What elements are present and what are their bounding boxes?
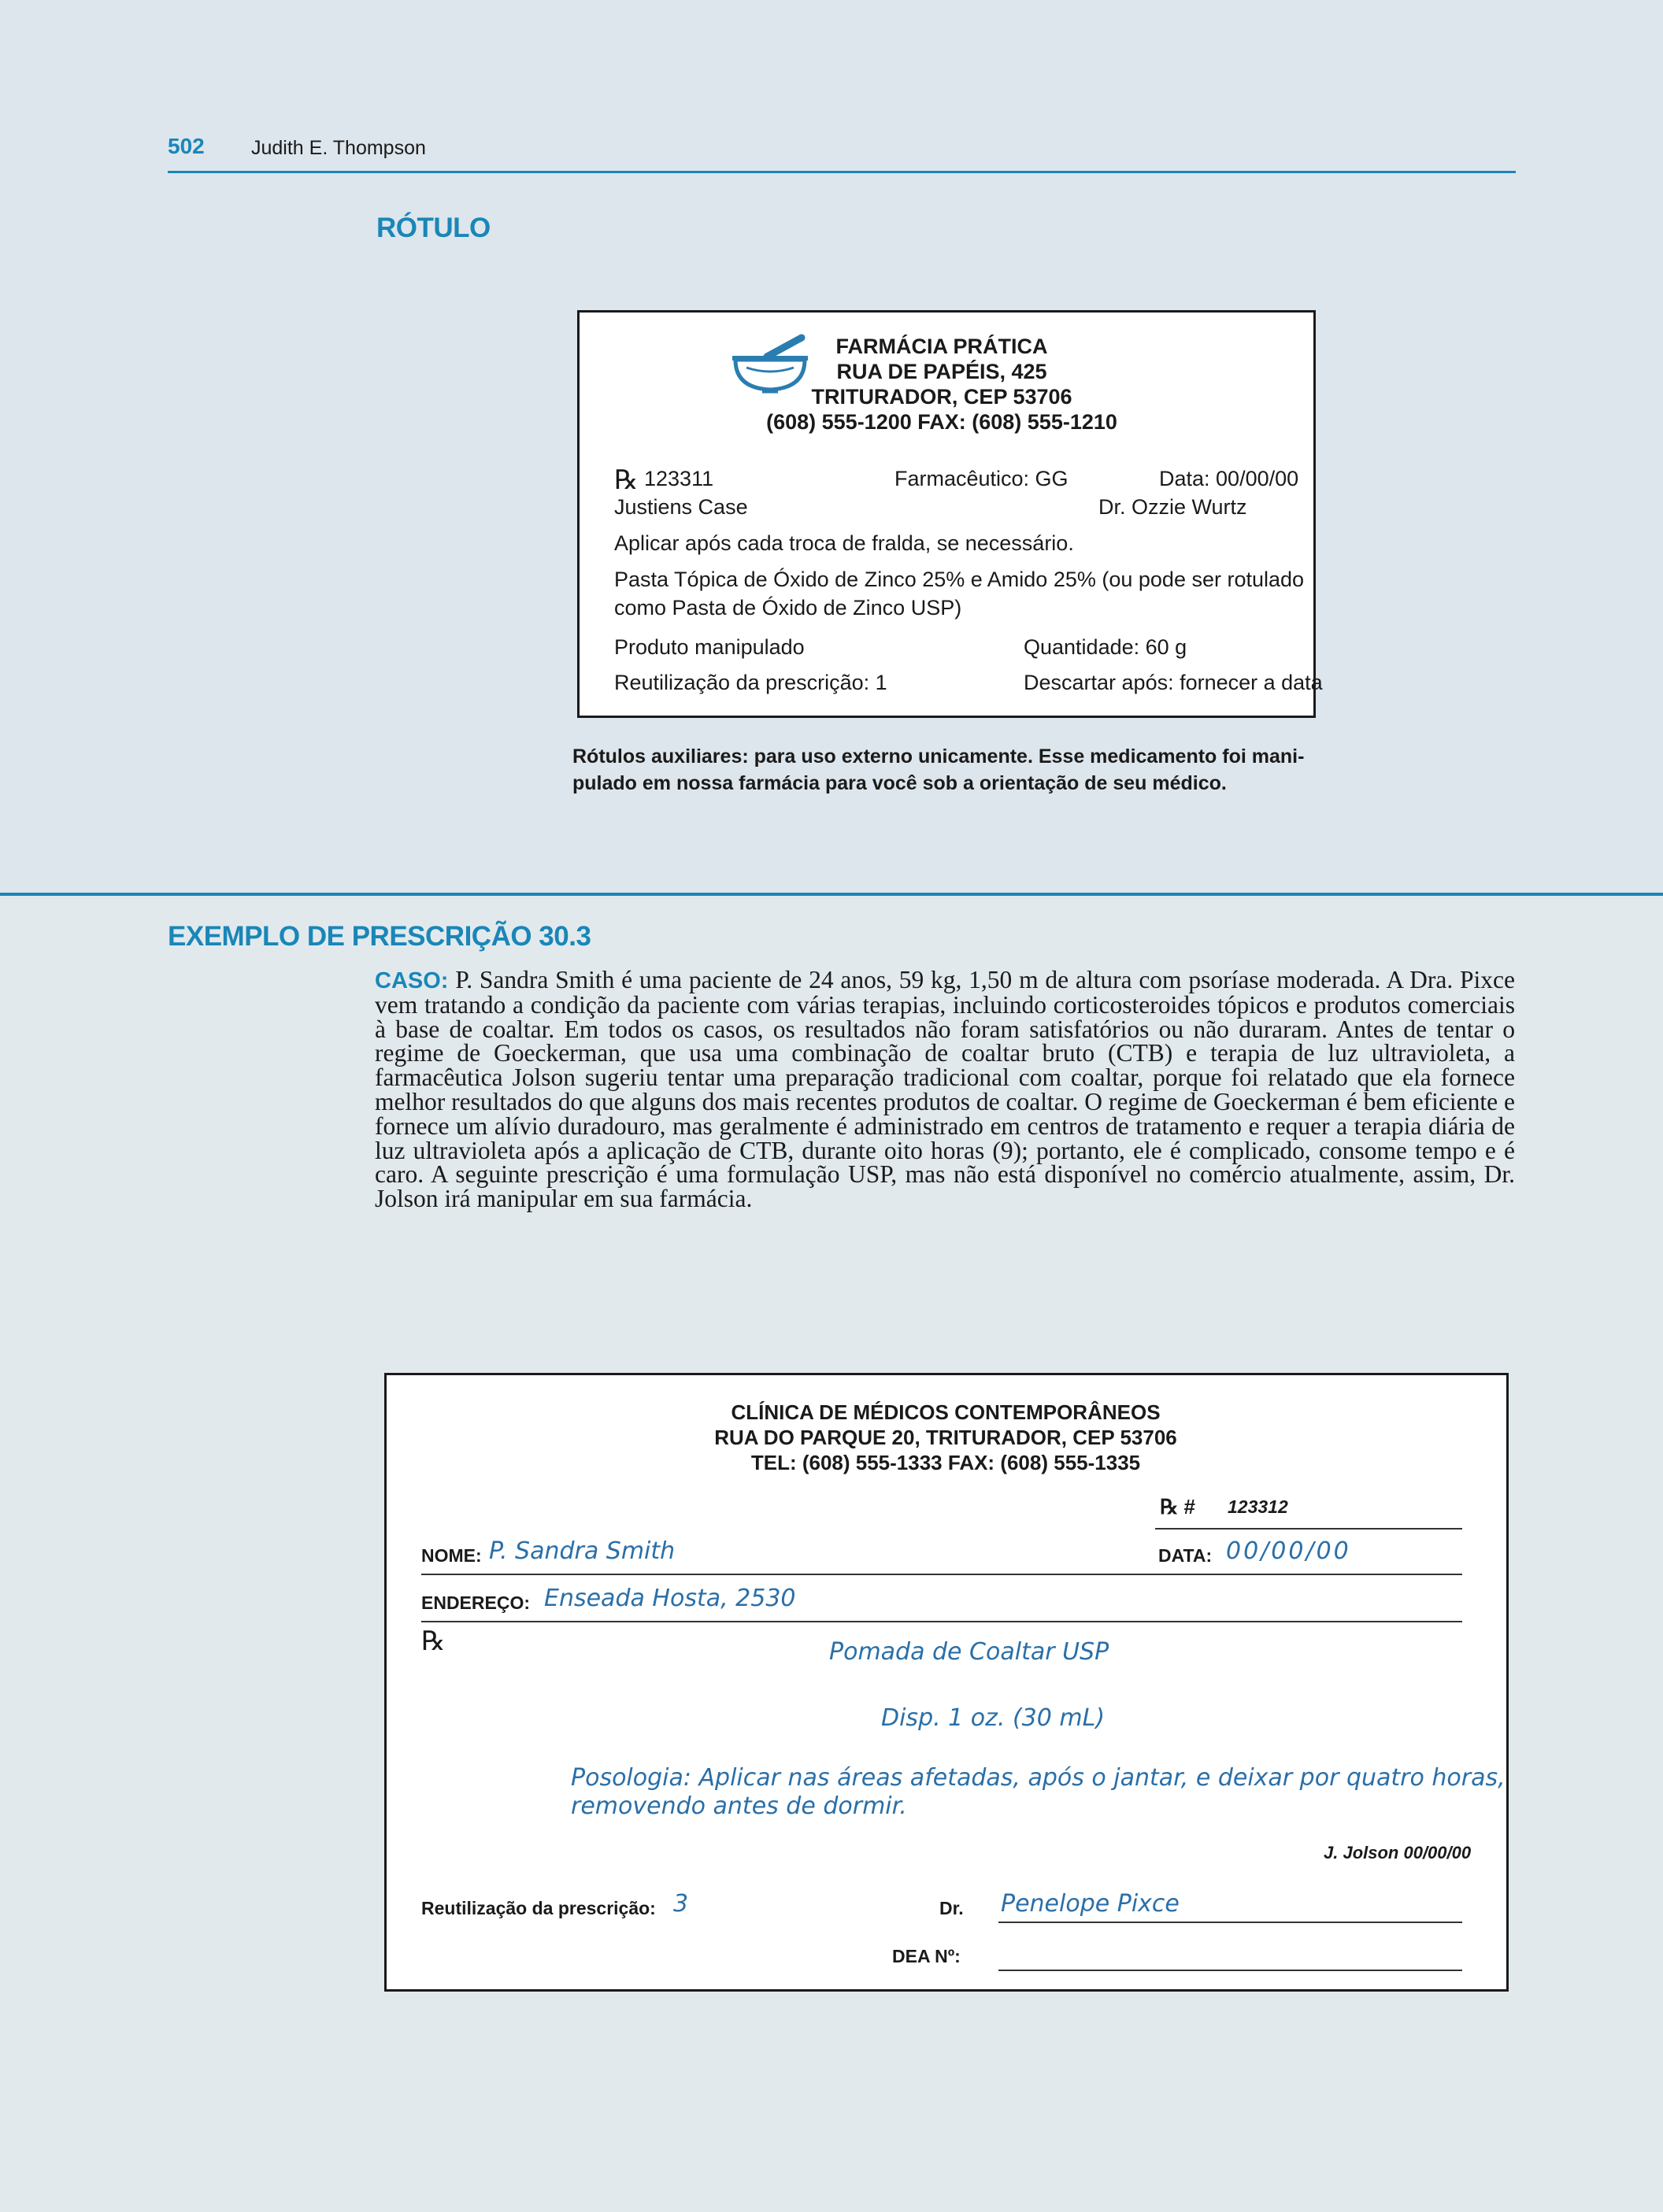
refill-label: Reutilização da prescrição: <box>421 1898 656 1918</box>
page-number: 502 <box>168 134 205 158</box>
example-title: EXEMPLO DE PRESCRIÇÃO 30.3 <box>168 921 591 952</box>
case-text: P. Sandra Smith é uma paciente de 24 anos, 59 kg, 1,50 m de altura com psoríase moderada. A Dra. Pixce vem tratando a condição da paciente com várias terapias, incluindo corticosteroides tópicos e produtos comerciais à base de coaltar. Em todos os casos, os resultados não foram satisfatórios ou não duraram. Antes de tentar o regime de Goeckerman, que usa uma combinação de coaltar bruto (CTB) e terapia de luz ultravioleta, a farmacêutica Jolson sugeriu tentar uma preparação tradicional com coaltar, porque foi relatado que ela fornece melhor resultados do que alguns dos mais recentes produtos de coaltar. O regime de Goeckerman é bem eficiente e fornece um alívio duradouro, mas geralmente é administrado em centros de tratamento e requer a terapia diária de luz ultravioleta após a aplicação de CTB, durante oito horas (9); portanto, ele é complicado, consome tempo e é caro. A seguinte prescrição é uma formulação USP, mas não está disponível no comércio atualmente, assim, Dr. Jolson irá manipular em sua farmácia. <box>375 966 1516 1213</box>
compounded-note: Produto manipulado <box>614 635 805 659</box>
name-rule <box>421 1574 1462 1575</box>
directions: Aplicar após cada troca de fralda, se necessário. <box>614 531 1074 555</box>
auxiliary-line-1: Rótulos auxiliares: para uso externo unicamente. Esse medicamento foi mani- <box>572 745 1305 768</box>
patient-name-field: P. Sandra Smith <box>489 1537 676 1565</box>
doctor-name: Dr. Ozzie Wurtz <box>1098 495 1247 519</box>
rx-number: 123311 <box>644 467 714 490</box>
running-author: Judith E. Thompson <box>251 137 426 159</box>
address-rule <box>421 1621 1462 1622</box>
section-divider <box>0 893 1663 896</box>
product-line-2: como Pasta de Óxido de Zinco USP) <box>614 596 962 620</box>
dea-rule <box>998 1970 1462 1971</box>
clinic-name: CLÍNICA DE MÉDICOS CONTEMPORÂNEOS <box>731 1400 1161 1424</box>
pharmacist: Farmacêutico: GG <box>894 467 1069 490</box>
doctor-label: Dr. <box>939 1898 964 1918</box>
pharmacist-signature: J. Jolson 00/00/00 <box>1324 1843 1472 1862</box>
pharmacy-phone: (608) 555-1200 FAX: (608) 555-1210 <box>766 410 1117 434</box>
date-field: 00/00/00 <box>1226 1537 1351 1565</box>
pharmacy-name: FARMÁCIA PRÁTICA <box>835 335 1048 358</box>
doctor-rule <box>998 1922 1462 1923</box>
case-label: CASO: <box>375 968 449 993</box>
clinic-phone: TEL: (608) 555-1333 FAX: (608) 555-1335 <box>750 1451 1141 1474</box>
rx-number: 123312 <box>1228 1496 1288 1517</box>
auxiliary-line-2: pulado em nossa farmácia para você sob a orientação de seu médico. <box>572 772 1227 794</box>
doctor-signature: Penelope Pixce <box>1001 1890 1180 1918</box>
name-label: NOME: <box>421 1545 482 1566</box>
rx-symbol: ℞ <box>421 1627 446 1656</box>
label-date: Data: 00/00/00 <box>1159 467 1299 490</box>
case-paragraph <box>375 968 1515 1211</box>
pharmacy-street: RUA DE PAPÉIS, 425 <box>836 360 1047 383</box>
refill-count: 3 <box>673 1890 689 1918</box>
sig-line-1: Posologia: Aplicar nas áreas afetadas, após o jantar, e deixar por quatro horas, <box>571 1764 1506 1792</box>
pharmacy-label <box>577 310 1323 718</box>
auxiliary-labels <box>572 743 1336 797</box>
discard-date: Descartar após: fornecer a data <box>1024 671 1323 694</box>
clinic-address: RUA DO PARQUE 20, TRITURADOR, CEP 53706 <box>714 1426 1177 1449</box>
quantity: Quantidade: 60 g <box>1024 635 1187 659</box>
header-rule <box>168 171 1516 173</box>
drug-name: Pomada de Coaltar USP <box>829 1638 1109 1666</box>
refills: Reutilização da prescrição: 1 <box>614 671 887 694</box>
rx-number-label: ℞ # <box>1160 1495 1195 1518</box>
dea-label: DEA Nº: <box>892 1946 961 1966</box>
sig-line-2: removendo antes de dormir. <box>571 1792 907 1820</box>
address-label: ENDEREÇO: <box>421 1592 531 1613</box>
rx-symbol: ℞ <box>614 466 639 495</box>
patient-name: Justiens Case <box>614 495 748 519</box>
prescription-form <box>384 1373 1509 1992</box>
dispense-quantity: Disp. 1 oz. (30 mL) <box>881 1704 1106 1732</box>
pharmacy-city: TRITURADOR, CEP 53706 <box>811 385 1072 409</box>
rx-number-rule <box>1155 1528 1462 1530</box>
date-label: DATA: <box>1158 1545 1213 1566</box>
product-line-1: Pasta Tópica de Óxido de Zinco 25% e Amido 25% (ou pode ser rotulado <box>614 568 1305 591</box>
address-field: Enseada Hosta, 2530 <box>544 1585 796 1612</box>
rotulo-title: RÓTULO <box>376 213 491 243</box>
